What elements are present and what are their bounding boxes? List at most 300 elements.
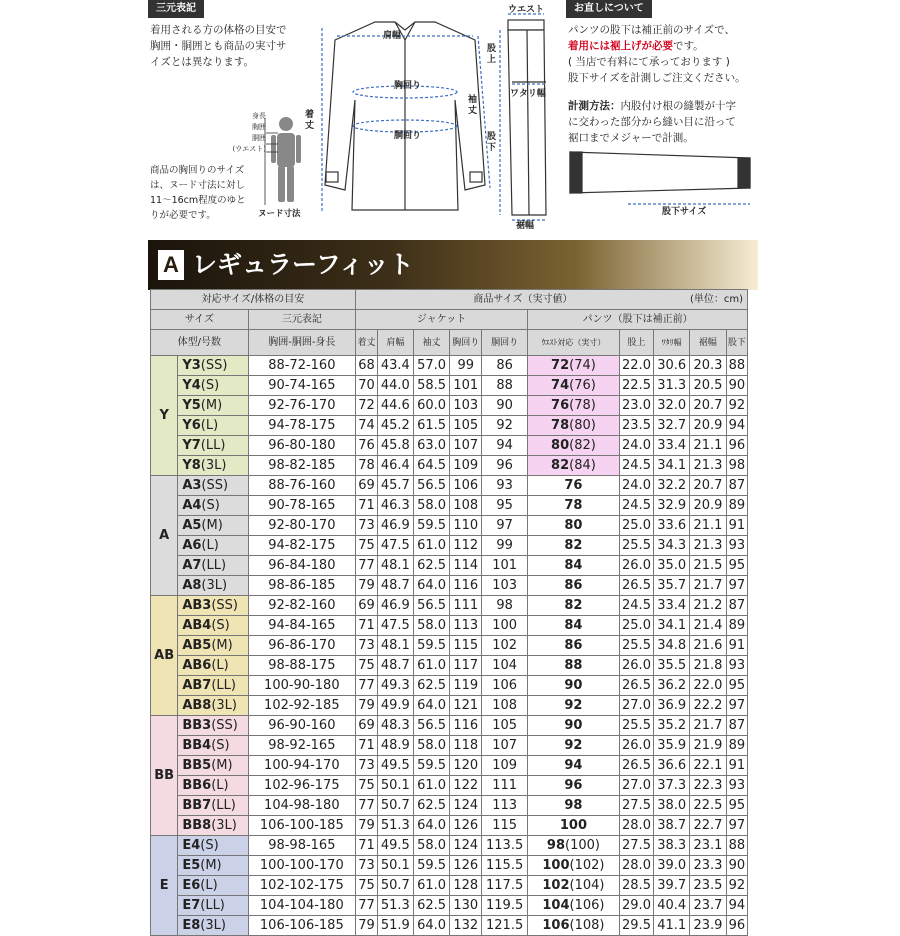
table-row (151, 556, 748, 576)
watari-cell: 32.9 (654, 496, 690, 516)
table-row (151, 396, 748, 416)
size-cell (178, 476, 248, 496)
waist-cell (528, 836, 619, 856)
size-cell (178, 616, 248, 636)
sangen-cell: 102-96-175 (248, 776, 355, 796)
sodetake-cell: 56.5 (413, 716, 450, 736)
kitake-cell: 79 (355, 916, 377, 936)
katahaba-cell: 45.8 (378, 436, 414, 456)
waist-value: 76 (564, 477, 583, 493)
sodetake-cell: 64.0 (413, 576, 450, 596)
mata-cell: 25.5 (619, 636, 654, 656)
rise-label: 股上 (487, 44, 497, 65)
watari-cell: 34.1 (654, 616, 690, 636)
size-letter: (LL) (200, 437, 226, 453)
sangen-cell: 96-84-180 (248, 556, 355, 576)
kitake-cell: 70 (355, 376, 377, 396)
table-row (151, 776, 748, 796)
dou-cell: 103 (482, 576, 528, 596)
matashita-cell: 96 (726, 916, 747, 936)
alteration-line: 股下サイズを計測しご注文ください。 (568, 72, 746, 84)
waist-cell (528, 676, 619, 696)
katahaba-cell: 46.4 (378, 456, 414, 476)
unit-label: (単位：cm) (689, 293, 743, 305)
watari-cell: 32.0 (654, 396, 690, 416)
table-row (151, 856, 748, 876)
kitake-cell: 79 (355, 696, 377, 716)
sangen-cell: 102-102-175 (248, 876, 355, 896)
size-code: AB8 (182, 697, 212, 713)
size-letter: (SS) (200, 357, 228, 373)
mata-cell: 22.0 (619, 356, 654, 376)
size-letter: (LL) (200, 897, 225, 913)
waist-cell (528, 856, 619, 876)
sodetake-cell: 61.0 (413, 656, 450, 676)
size-cell (178, 696, 248, 716)
size-code: Y8 (182, 457, 201, 473)
waist-cell (528, 816, 619, 836)
sangen-cell: 96-90-160 (248, 716, 355, 736)
mata-cell: 26.0 (619, 736, 654, 756)
table-row (151, 376, 748, 396)
sodetake-cell: 62.5 (413, 796, 450, 816)
waist-cell (528, 516, 619, 536)
size-code: BB5 (182, 757, 212, 773)
body-type-group: Y (151, 356, 178, 476)
dou-cell: 100 (482, 616, 528, 636)
dou-cell: 115 (482, 816, 528, 836)
matashita-cell: 87 (726, 716, 747, 736)
munemawari-cell: 116 (450, 576, 482, 596)
waist-value: 80 (551, 437, 570, 453)
matashita-cell: 91 (726, 756, 747, 776)
waist-actual: (100) (565, 837, 600, 853)
note-line: 11〜16cm程度のゆと (150, 195, 246, 206)
kitake-cell: 77 (355, 796, 377, 816)
waist-value: 82 (564, 597, 583, 613)
munemawari-cell: 107 (450, 436, 482, 456)
table-row (151, 516, 748, 536)
suso-header: 裾幅 (690, 330, 727, 356)
suso-cell: 21.5 (690, 556, 727, 576)
sangen-cell: 102-92-185 (248, 696, 355, 716)
waist-cell (528, 576, 619, 596)
mata-cell: 27.0 (619, 776, 654, 796)
waist-actual: (78) (569, 397, 596, 413)
matashita-cell: 92 (726, 876, 747, 896)
table-row (151, 656, 748, 676)
waist-actual: (108) (569, 917, 605, 933)
waist-cell (528, 876, 619, 896)
munemawari-header: 胸回り (450, 330, 482, 356)
suso-cell: 21.3 (690, 456, 727, 476)
kitake-cell: 71 (355, 616, 377, 636)
munemawari-cell: 101 (450, 376, 482, 396)
watari-cell: 40.4 (654, 896, 690, 916)
sangen-cell: 94-84-165 (248, 616, 355, 636)
matashita-cell: 87 (726, 596, 747, 616)
size-code: E4 (182, 837, 201, 853)
method-line: 裾口までメジャーで計測。 (568, 132, 694, 144)
kitake-cell: 69 (355, 596, 377, 616)
munemawari-cell: 115 (450, 636, 482, 656)
body-size-header: 対応サイズ/体格の目安 (151, 290, 356, 310)
matashita-cell: 93 (726, 536, 747, 556)
sangen-cell: 98-82-185 (248, 456, 355, 476)
waist-value: 106 (542, 917, 570, 933)
katahaba-cell: 50.1 (378, 856, 414, 876)
waist-cell (528, 416, 619, 436)
sodetake-cell: 58.0 (413, 736, 450, 756)
size-cell (178, 916, 248, 936)
waist-value: 84 (564, 557, 583, 573)
waist-value: 82 (564, 537, 583, 553)
matashita-cell: 97 (726, 816, 747, 836)
waist-cell (528, 536, 619, 556)
watari-cell: 33.6 (654, 516, 690, 536)
mata-cell: 28.0 (619, 816, 654, 836)
inseam-size-label: 股下サイズ (662, 207, 707, 217)
watari-cell: 35.5 (654, 656, 690, 676)
kitake-cell: 68 (355, 356, 377, 376)
suso-cell: 23.3 (690, 856, 727, 876)
matashita-cell: 91 (726, 516, 747, 536)
matashita-cell: 95 (726, 556, 747, 576)
sangen-cell: 100-100-170 (248, 856, 355, 876)
kitake-cell: 73 (355, 856, 377, 876)
kitake-cell: 71 (355, 836, 377, 856)
size-code: AB7 (182, 677, 212, 693)
watari-cell: 33.4 (654, 596, 690, 616)
waist-cell (528, 916, 619, 936)
kitake-cell: 75 (355, 876, 377, 896)
waist-value: 92 (564, 737, 583, 753)
sangen-cell: 92-76-170 (248, 396, 355, 416)
kitake-cell: 77 (355, 676, 377, 696)
sodetake-cell: 61.0 (413, 876, 450, 896)
sangen-label: 三元表記 (148, 0, 204, 18)
suso-cell: 21.3 (690, 536, 727, 556)
size-letter: (LL) (211, 677, 236, 693)
katahaba-cell: 46.9 (378, 516, 414, 536)
munemawari-cell: 103 (450, 396, 482, 416)
body-type-group: BB (151, 716, 178, 836)
matashita-cell: 91 (726, 636, 747, 656)
katahaba-cell: 50.7 (378, 876, 414, 896)
desc-line: 着用される方の体格の目安で (150, 24, 287, 36)
suso-cell: 21.2 (690, 596, 727, 616)
watari-cell: 32.7 (654, 416, 690, 436)
sodetake-cell: 59.5 (413, 516, 450, 536)
munemawari-cell: 118 (450, 736, 482, 756)
matashita-header: 股下 (726, 330, 747, 356)
munemawari-cell: 126 (450, 856, 482, 876)
sodetake-cell: 59.5 (413, 756, 450, 776)
munemawari-cell: 105 (450, 416, 482, 436)
length-label: 着丈 (305, 110, 315, 131)
alteration-line-rest: です。 (673, 40, 704, 52)
size-letter: (SS) (211, 717, 238, 733)
waist-value: 98 (546, 837, 565, 853)
dou-cell: 108 (482, 696, 528, 716)
size-cell (178, 736, 248, 756)
size-cell (178, 796, 248, 816)
size-cell (178, 456, 248, 476)
waist-cell (528, 696, 619, 716)
munemawari-cell: 111 (450, 596, 482, 616)
dou-cell: 99 (482, 536, 528, 556)
waist-actual: (82) (569, 437, 596, 453)
waist-value: 84 (564, 617, 583, 633)
size-code: A6 (182, 537, 202, 553)
size-code: BB3 (182, 717, 212, 733)
note-line: 商品の胸回りのサイズ (150, 165, 245, 176)
katahaba-cell: 47.5 (378, 536, 414, 556)
shoulder-label: 肩幅 (383, 31, 402, 41)
dou-cell: 98 (482, 596, 528, 616)
size-letter: (S) (200, 377, 220, 393)
kitake-cell: 78 (355, 456, 377, 476)
katahaba-cell: 50.7 (378, 796, 414, 816)
pants-waist-label: ウエスト (508, 5, 545, 15)
table-row (151, 816, 748, 836)
inseam-pants-drawing (570, 152, 750, 193)
munemawari-cell: 108 (450, 496, 482, 516)
waist-actual: (102) (569, 857, 605, 873)
dou-cell: 111 (482, 776, 528, 796)
watari-cell: 30.6 (654, 356, 690, 376)
size-code: A4 (182, 497, 202, 513)
alteration-line (568, 38, 746, 54)
desc-line: 胸囲・胴囲とも商品の実寸サ (150, 40, 287, 52)
dou-cell: 90 (482, 396, 528, 416)
dou-cell: 104 (482, 656, 528, 676)
watari-cell: 34.8 (654, 636, 690, 656)
mata-cell: 24.5 (619, 596, 654, 616)
sangen-cell: 96-80-180 (248, 436, 355, 456)
waist-value: 86 (564, 637, 583, 653)
table-row (151, 676, 748, 696)
chest-circ-label: 胸回り (394, 81, 422, 91)
mata-header: 股上 (619, 330, 654, 356)
size-code: A5 (182, 517, 202, 533)
jacket-drawing (325, 22, 485, 210)
katahaba-cell: 46.9 (378, 596, 414, 616)
kitake-cell: 69 (355, 716, 377, 736)
pants-header: パンツ（股下は補正前） (528, 310, 748, 330)
matashita-cell: 93 (726, 656, 747, 676)
sodetake-cell: 60.0 (413, 396, 450, 416)
kitake-cell: 79 (355, 576, 377, 596)
matashita-cell: 95 (726, 676, 747, 696)
sodetake-cell: 59.5 (413, 636, 450, 656)
katahaba-cell: 49.5 (378, 756, 414, 776)
header-row-1 (151, 290, 748, 310)
size-cell (178, 376, 248, 396)
waist-value: 102 (542, 877, 570, 893)
suso-cell: 22.7 (690, 816, 727, 836)
munemawari-cell: 99 (450, 356, 482, 376)
size-code: A7 (182, 557, 202, 573)
waist-actual: (106) (569, 897, 605, 913)
table-row (151, 896, 748, 916)
watari-cell: 35.9 (654, 736, 690, 756)
suso-cell: 21.4 (690, 616, 727, 636)
sodetake-cell: 58.5 (413, 376, 450, 396)
suso-cell: 20.9 (690, 496, 727, 516)
nude-size-label: ヌード寸法 (258, 209, 301, 219)
munemawari-cell: 128 (450, 876, 482, 896)
waist-circ-label: 胴回り (394, 131, 422, 141)
size-code: Y6 (182, 417, 201, 433)
waist-actual: (104) (569, 877, 605, 893)
munemawari-cell: 124 (450, 796, 482, 816)
kitake-header: 着丈 (355, 330, 377, 356)
size-letter: (SS) (201, 477, 229, 493)
size-code: A3 (182, 477, 202, 493)
method-line (568, 98, 736, 114)
suso-cell: 22.0 (690, 676, 727, 696)
dou-cell: 121.5 (482, 916, 528, 936)
matashita-cell: 95 (726, 796, 747, 816)
dou-cell: 107 (482, 736, 528, 756)
size-letter: (L) (211, 777, 229, 793)
kitake-cell: 75 (355, 656, 377, 676)
suso-cell: 21.1 (690, 436, 727, 456)
waist-value: 96 (564, 777, 583, 793)
kitake-cell: 73 (355, 756, 377, 776)
thigh-label: ワタリ幅 (510, 89, 546, 99)
watari-cell: 34.1 (654, 456, 690, 476)
size-letter: (3L) (201, 577, 228, 593)
size-code: E6 (182, 877, 201, 893)
sangen-cell: 106-106-185 (248, 916, 355, 936)
kitake-cell: 73 (355, 636, 377, 656)
matashita-cell: 97 (726, 696, 747, 716)
matashita-cell: 92 (726, 396, 747, 416)
dou-cell: 96 (482, 456, 528, 476)
suso-cell: 22.1 (690, 756, 727, 776)
kitake-cell: 77 (355, 556, 377, 576)
mata-cell: 23.5 (619, 416, 654, 436)
dou-cell: 97 (482, 516, 528, 536)
mata-cell: 29.5 (619, 916, 654, 936)
suso-cell: 20.9 (690, 416, 727, 436)
matashita-cell: 94 (726, 416, 747, 436)
size-code: BB4 (182, 737, 212, 753)
size-code: A8 (182, 577, 202, 593)
size-cell (178, 436, 248, 456)
mata-cell: 24.0 (619, 436, 654, 456)
table-row (151, 416, 748, 436)
mata-cell: 25.5 (619, 536, 654, 556)
suso-cell: 21.9 (690, 736, 727, 756)
table-row (151, 476, 748, 496)
waist-cell (528, 476, 619, 496)
watari-cell: 36.6 (654, 756, 690, 776)
product-size-header (355, 290, 747, 310)
munemawari-cell: 112 (450, 536, 482, 556)
katahaba-cell: 50.1 (378, 776, 414, 796)
matashita-cell: 89 (726, 616, 747, 636)
size-code: Y3 (182, 357, 201, 373)
size-cell (178, 576, 248, 596)
kitake-cell: 69 (355, 476, 377, 496)
size-code: AB3 (182, 597, 212, 613)
waist-cell (528, 376, 619, 396)
waist-cell (528, 616, 619, 636)
katahaba-cell: 49.3 (378, 676, 414, 696)
waist-value: 88 (564, 657, 583, 673)
size-letter: (M) (200, 397, 223, 413)
mata-cell: 27.0 (619, 696, 654, 716)
size-cell (178, 396, 248, 416)
waist-value: 78 (551, 417, 570, 433)
waist-actual: (80) (569, 417, 596, 433)
size-letter: (S) (211, 737, 230, 753)
size-letter: (S) (201, 497, 220, 513)
dou-cell: 109 (482, 756, 528, 776)
sangen-cell: 92-80-170 (248, 516, 355, 536)
mata-cell: 26.5 (619, 676, 654, 696)
waist-value: 94 (564, 757, 583, 773)
sodetake-cell: 58.0 (413, 836, 450, 856)
table-row (151, 736, 748, 756)
waist-cell (528, 736, 619, 756)
dou-cell: 101 (482, 556, 528, 576)
waist-cell (528, 396, 619, 416)
matashita-cell: 89 (726, 496, 747, 516)
waist-value: 80 (564, 517, 583, 533)
pants-drawing (508, 20, 546, 215)
katahaba-cell: 49.5 (378, 836, 414, 856)
kitake-cell: 71 (355, 736, 377, 756)
body-type-group: E (151, 836, 178, 936)
kitake-cell: 79 (355, 816, 377, 836)
waist-label: 胴囲 (252, 134, 266, 142)
sangen-cell: 98-92-165 (248, 736, 355, 756)
mata-cell: 23.0 (619, 396, 654, 416)
munemawari-cell: 132 (450, 916, 482, 936)
dou-cell: 119.5 (482, 896, 528, 916)
sodetake-cell: 56.5 (413, 596, 450, 616)
size-letter: (3L) (211, 817, 237, 833)
kitake-cell: 73 (355, 516, 377, 536)
size-code: E8 (182, 917, 201, 933)
mata-cell: 25.0 (619, 516, 654, 536)
munemawari-cell: 119 (450, 676, 482, 696)
waist-value: 100 (559, 817, 588, 833)
katahaba-cell: 45.2 (378, 416, 414, 436)
height-label: 身長 (252, 112, 266, 120)
alteration-text (568, 22, 746, 86)
kitake-cell: 77 (355, 896, 377, 916)
waist-value: 78 (564, 497, 583, 513)
table-row (151, 496, 748, 516)
sangen-cell: 106-100-185 (248, 816, 355, 836)
waist-cell (528, 436, 619, 456)
waist-cell (528, 796, 619, 816)
watari-cell: 38.7 (654, 816, 690, 836)
waist-cell (528, 496, 619, 516)
sodetake-cell: 58.0 (413, 616, 450, 636)
dou-cell: 105 (482, 716, 528, 736)
munemawari-cell: 117 (450, 656, 482, 676)
table-row (151, 576, 748, 596)
mata-cell: 25.5 (619, 716, 654, 736)
size-code: BB6 (182, 777, 212, 793)
sodetake-cell: 57.0 (413, 356, 450, 376)
